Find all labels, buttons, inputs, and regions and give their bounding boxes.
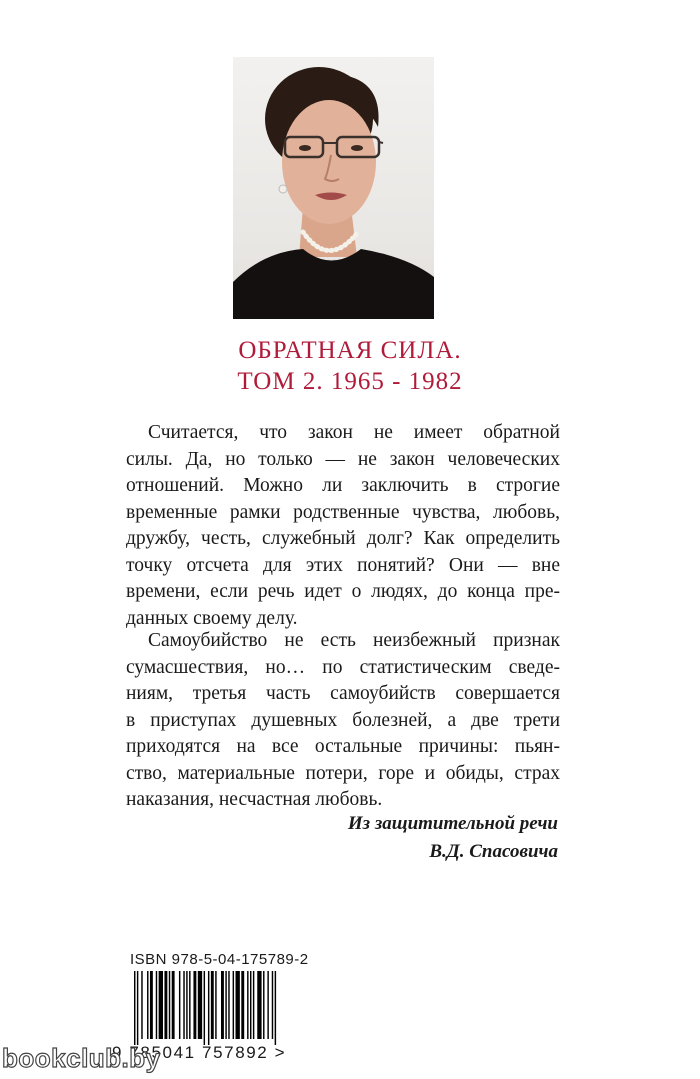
quote-source-line-2: В.Д. Спасовича bbox=[429, 841, 558, 862]
barcode-bar bbox=[134, 971, 135, 1045]
barcode-digits: 9 785041 757892 > bbox=[112, 1043, 287, 1062]
barcode-bar bbox=[189, 971, 190, 1039]
text-line: силы. Да, но только — не закон человеческих bbox=[126, 448, 560, 470]
annotation-paragraph-1 bbox=[126, 420, 560, 632]
text-line: времени, если речь идет о людях, до конца пре- bbox=[126, 581, 560, 602]
text-line: временные рамки родственные чувства, любовь, bbox=[126, 501, 560, 523]
quote-source-line-1: Из защитительной речи bbox=[347, 813, 558, 834]
barcode-bar bbox=[263, 971, 264, 1039]
barcode-bar bbox=[215, 971, 216, 1039]
text-line: сумасшествия, но… по статистическим сведе- bbox=[126, 656, 560, 678]
barcode-bar bbox=[275, 971, 276, 1045]
book-title-line-1: ОБРАТНАЯ СИЛА. bbox=[238, 337, 462, 364]
barcode-bar bbox=[247, 971, 248, 1039]
barcode-bar bbox=[183, 971, 184, 1039]
text-line: в приступах душевных болезней, а две трети bbox=[126, 709, 560, 731]
annotation-paragraph-2 bbox=[126, 628, 560, 814]
barcode-bar bbox=[172, 971, 175, 1039]
barcode-bar bbox=[228, 971, 229, 1039]
text-line: данных своему делу. bbox=[126, 607, 298, 629]
barcode bbox=[128, 971, 304, 1045]
book-title-line-2: ТОМ 2. 1965 - 1982 bbox=[237, 368, 463, 395]
barcode-bar bbox=[156, 971, 157, 1039]
barcode-bar bbox=[159, 971, 163, 1039]
watermark-logo: bookclub.by bbox=[2, 1043, 161, 1073]
barcode-bar bbox=[198, 971, 202, 1039]
barcode-bar bbox=[272, 971, 273, 1039]
text-line: дружбу, честь, служебный долг? Как определить bbox=[126, 528, 560, 549]
barcode-bar bbox=[208, 971, 209, 1045]
barcode-bar bbox=[193, 971, 196, 1039]
isbn-label: ISBN 978-5-04-175789-2 bbox=[130, 951, 309, 968]
barcode-bar bbox=[250, 971, 251, 1039]
barcode-bar bbox=[267, 971, 268, 1039]
barcode-bar bbox=[186, 971, 187, 1039]
barcode-bar bbox=[211, 971, 214, 1039]
text-line: точку отсчета для этих понятий? Они — вне bbox=[126, 554, 560, 576]
text-line: ство, материальные потери, горе и обиды, страх bbox=[126, 762, 560, 784]
barcode-bar bbox=[179, 971, 180, 1039]
barcode-bar bbox=[137, 971, 138, 1045]
text-line: ниям, третья часть самоубийств совершается bbox=[126, 683, 560, 704]
barcode-bar bbox=[241, 971, 244, 1039]
text-line: отношений. Можно ли заключить в строгие bbox=[126, 475, 560, 496]
barcode-bar bbox=[253, 971, 254, 1039]
barcode-bar bbox=[204, 971, 205, 1045]
barcode-bar bbox=[150, 971, 153, 1039]
barcode-bar bbox=[147, 971, 148, 1039]
barcode-bar bbox=[141, 971, 142, 1039]
author-photo bbox=[233, 57, 434, 319]
barcode-bar bbox=[221, 971, 224, 1039]
barcode-bar bbox=[225, 971, 226, 1039]
barcode-bar bbox=[236, 971, 240, 1039]
barcode-bar bbox=[257, 971, 261, 1039]
text-line: наказания, несчастная любовь. bbox=[126, 789, 383, 810]
text-line: Самоубийство не есть неизбежный признак bbox=[148, 630, 560, 651]
barcode-bar bbox=[233, 971, 234, 1039]
text-line: приходятся на все остальные причины: пьян- bbox=[126, 736, 560, 757]
text-line: Считается, что закон не имеет обратной bbox=[148, 422, 560, 443]
barcode-bar bbox=[164, 971, 167, 1039]
barcode-bar bbox=[169, 971, 170, 1039]
